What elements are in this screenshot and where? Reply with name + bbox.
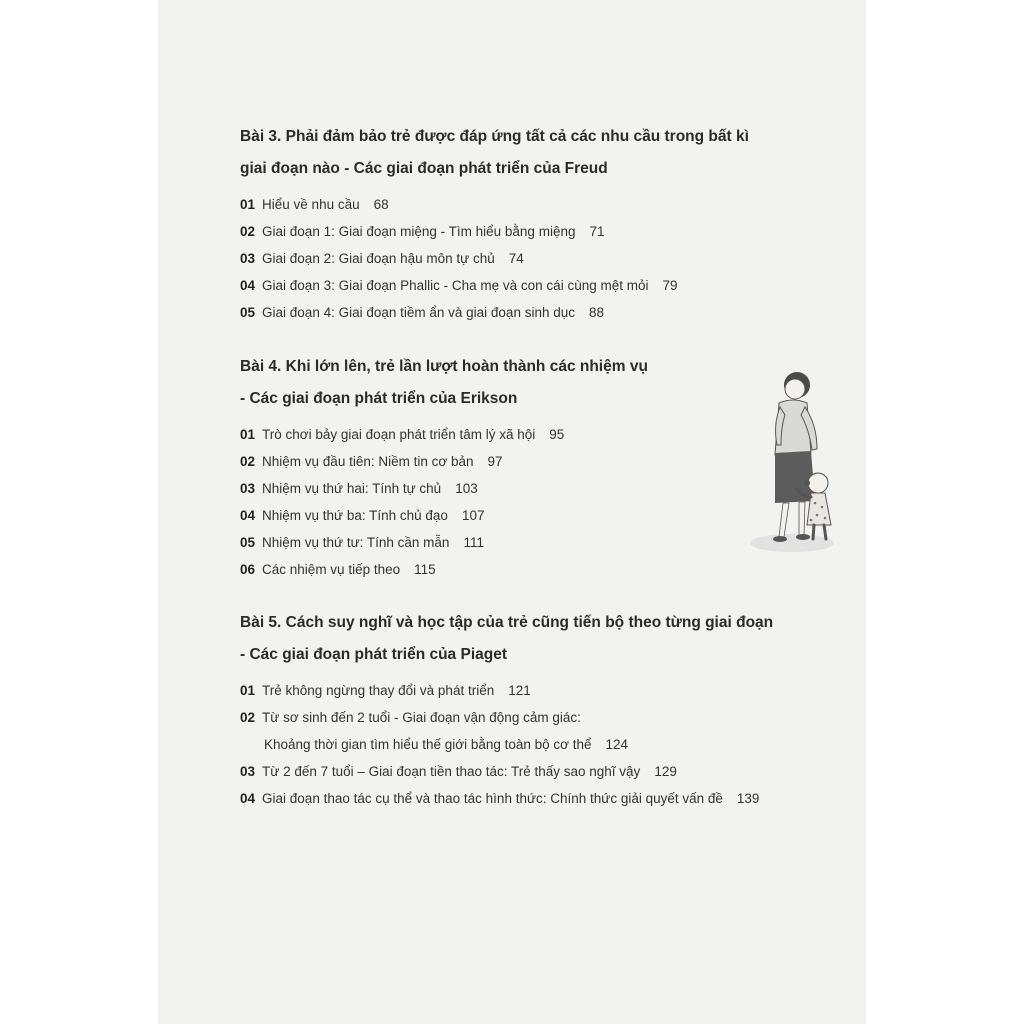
lesson-title-line: - Các giai đoạn phát triển của Erikson xyxy=(240,390,518,407)
entry-text: Từ sơ sinh đến 2 tuổi - Giai đoạn vận động cảm giác: xyxy=(262,710,581,725)
lesson-title-line: Bài 3. Phải đảm bảo trẻ được đáp ứng tất cả các nhu cầu trong bất kì xyxy=(240,128,749,145)
entry-number: 02 xyxy=(240,710,256,725)
entry-number: 01 xyxy=(240,197,256,212)
entry-text: Giai đoạn 2: Giai đoạn hậu môn tự chủ xyxy=(262,251,495,266)
entry-page: 95 xyxy=(549,427,565,442)
entry-text: Từ 2 đến 7 tuổi – Giai đoạn tiền thao tác: Trẻ thấy sao nghĩ vậy xyxy=(262,764,641,779)
entry-page: 68 xyxy=(373,197,389,212)
entry-page: 111 xyxy=(463,535,484,550)
toc-entry[interactable] xyxy=(240,758,840,785)
entry-list xyxy=(240,677,840,812)
toc-entry[interactable] xyxy=(240,704,840,731)
entry-page: 139 xyxy=(736,791,760,806)
entry-text: Giai đoạn 1: Giai đoạn miệng - Tìm hiểu bằng miệng xyxy=(262,224,576,239)
entry-page: 124 xyxy=(605,737,629,752)
entry-number: 02 xyxy=(240,454,256,469)
entry-text: Trẻ không ngừng thay đổi và phát triển xyxy=(262,683,495,698)
entry-text: Nhiệm vụ thứ ba: Tính chủ đạo xyxy=(262,508,448,523)
entry-text: Giai đoạn 4: Giai đoạn tiềm ẩn và giai đoạn sinh dục xyxy=(262,305,575,320)
entry-text: Giai đoạn 3: Giai đoạn Phallic - Cha mẹ và con cái cùng mệt mỏi xyxy=(262,278,649,293)
entry-number: 06 xyxy=(240,562,256,577)
toc-entry[interactable] xyxy=(240,245,840,272)
toc-entry[interactable] xyxy=(240,272,840,299)
toc-entry[interactable] xyxy=(240,556,840,583)
entry-number: 05 xyxy=(240,535,256,550)
entry-number: 03 xyxy=(240,251,256,266)
entry-number: 04 xyxy=(240,278,256,293)
entry-text: Trò chơi bảy giai đoạn phát triển tâm lý xã hội xyxy=(262,427,536,442)
entry-text: Nhiệm vụ thứ tư: Tính cần mẫn xyxy=(262,535,450,550)
entry-page: 74 xyxy=(508,251,524,266)
entry-page: 121 xyxy=(508,683,531,698)
entry-number: 04 xyxy=(240,791,256,806)
entry-page: 107 xyxy=(461,508,485,523)
toc-entry[interactable] xyxy=(240,191,840,218)
toc-entry-continuation[interactable] xyxy=(240,731,840,758)
entry-text: Nhiệm vụ thứ hai: Tính tự chủ xyxy=(262,481,442,496)
entry-page: 115 xyxy=(414,562,436,577)
lesson-5 xyxy=(240,607,840,812)
toc-entry[interactable] xyxy=(240,299,840,326)
entry-text: Giai đoạn thao tác cụ thể và thao tác hình thức: Chính thức giải quyết vấn đề xyxy=(262,791,723,806)
entry-text: Nhiệm vụ đầu tiên: Niềm tin cơ bản xyxy=(262,454,474,469)
entry-text: Khoảng thời gian tìm hiểu thế giới bằng toàn bộ cơ thể xyxy=(264,737,592,752)
entry-page: 103 xyxy=(455,481,478,496)
entry-list xyxy=(240,191,840,326)
toc-entry[interactable] xyxy=(240,785,840,812)
lesson-title-line: Bài 5. Cách suy nghĩ và học tập của trẻ cũng tiến bộ theo từng giai đoạn xyxy=(240,614,774,631)
entry-text: Hiểu về nhu cầu xyxy=(262,197,360,212)
entry-number: 03 xyxy=(240,481,256,496)
lesson-title xyxy=(240,121,840,185)
entry-page: 79 xyxy=(662,278,678,293)
toc-entry[interactable] xyxy=(240,677,840,704)
entry-number: 05 xyxy=(240,305,256,320)
entry-number: 04 xyxy=(240,508,256,523)
lesson-title-line: Bài 4. Khi lớn lên, trẻ lần lượt hoàn thành các nhiệm vụ xyxy=(240,358,648,375)
entry-number: 03 xyxy=(240,764,256,779)
entry-page: 97 xyxy=(487,454,503,469)
lesson-title-line: - Các giai đoạn phát triển của Piaget xyxy=(240,646,507,663)
entry-text: Các nhiệm vụ tiếp theo xyxy=(262,562,401,577)
lesson-title-line: giai đoạn nào - Các giai đoạn phát triển của Freud xyxy=(240,160,608,177)
toc-entry[interactable] xyxy=(240,218,840,245)
lesson-3 xyxy=(240,121,840,326)
mother-and-toddler-walking-illustration xyxy=(745,365,840,560)
entry-page: 129 xyxy=(654,764,677,779)
book-page xyxy=(158,0,866,1024)
entry-number: 02 xyxy=(240,224,256,239)
entry-page: 88 xyxy=(588,305,605,320)
entry-page: 71 xyxy=(589,224,605,239)
entry-number: 01 xyxy=(240,683,256,698)
lesson-title xyxy=(240,607,840,671)
entry-number: 01 xyxy=(240,427,256,442)
